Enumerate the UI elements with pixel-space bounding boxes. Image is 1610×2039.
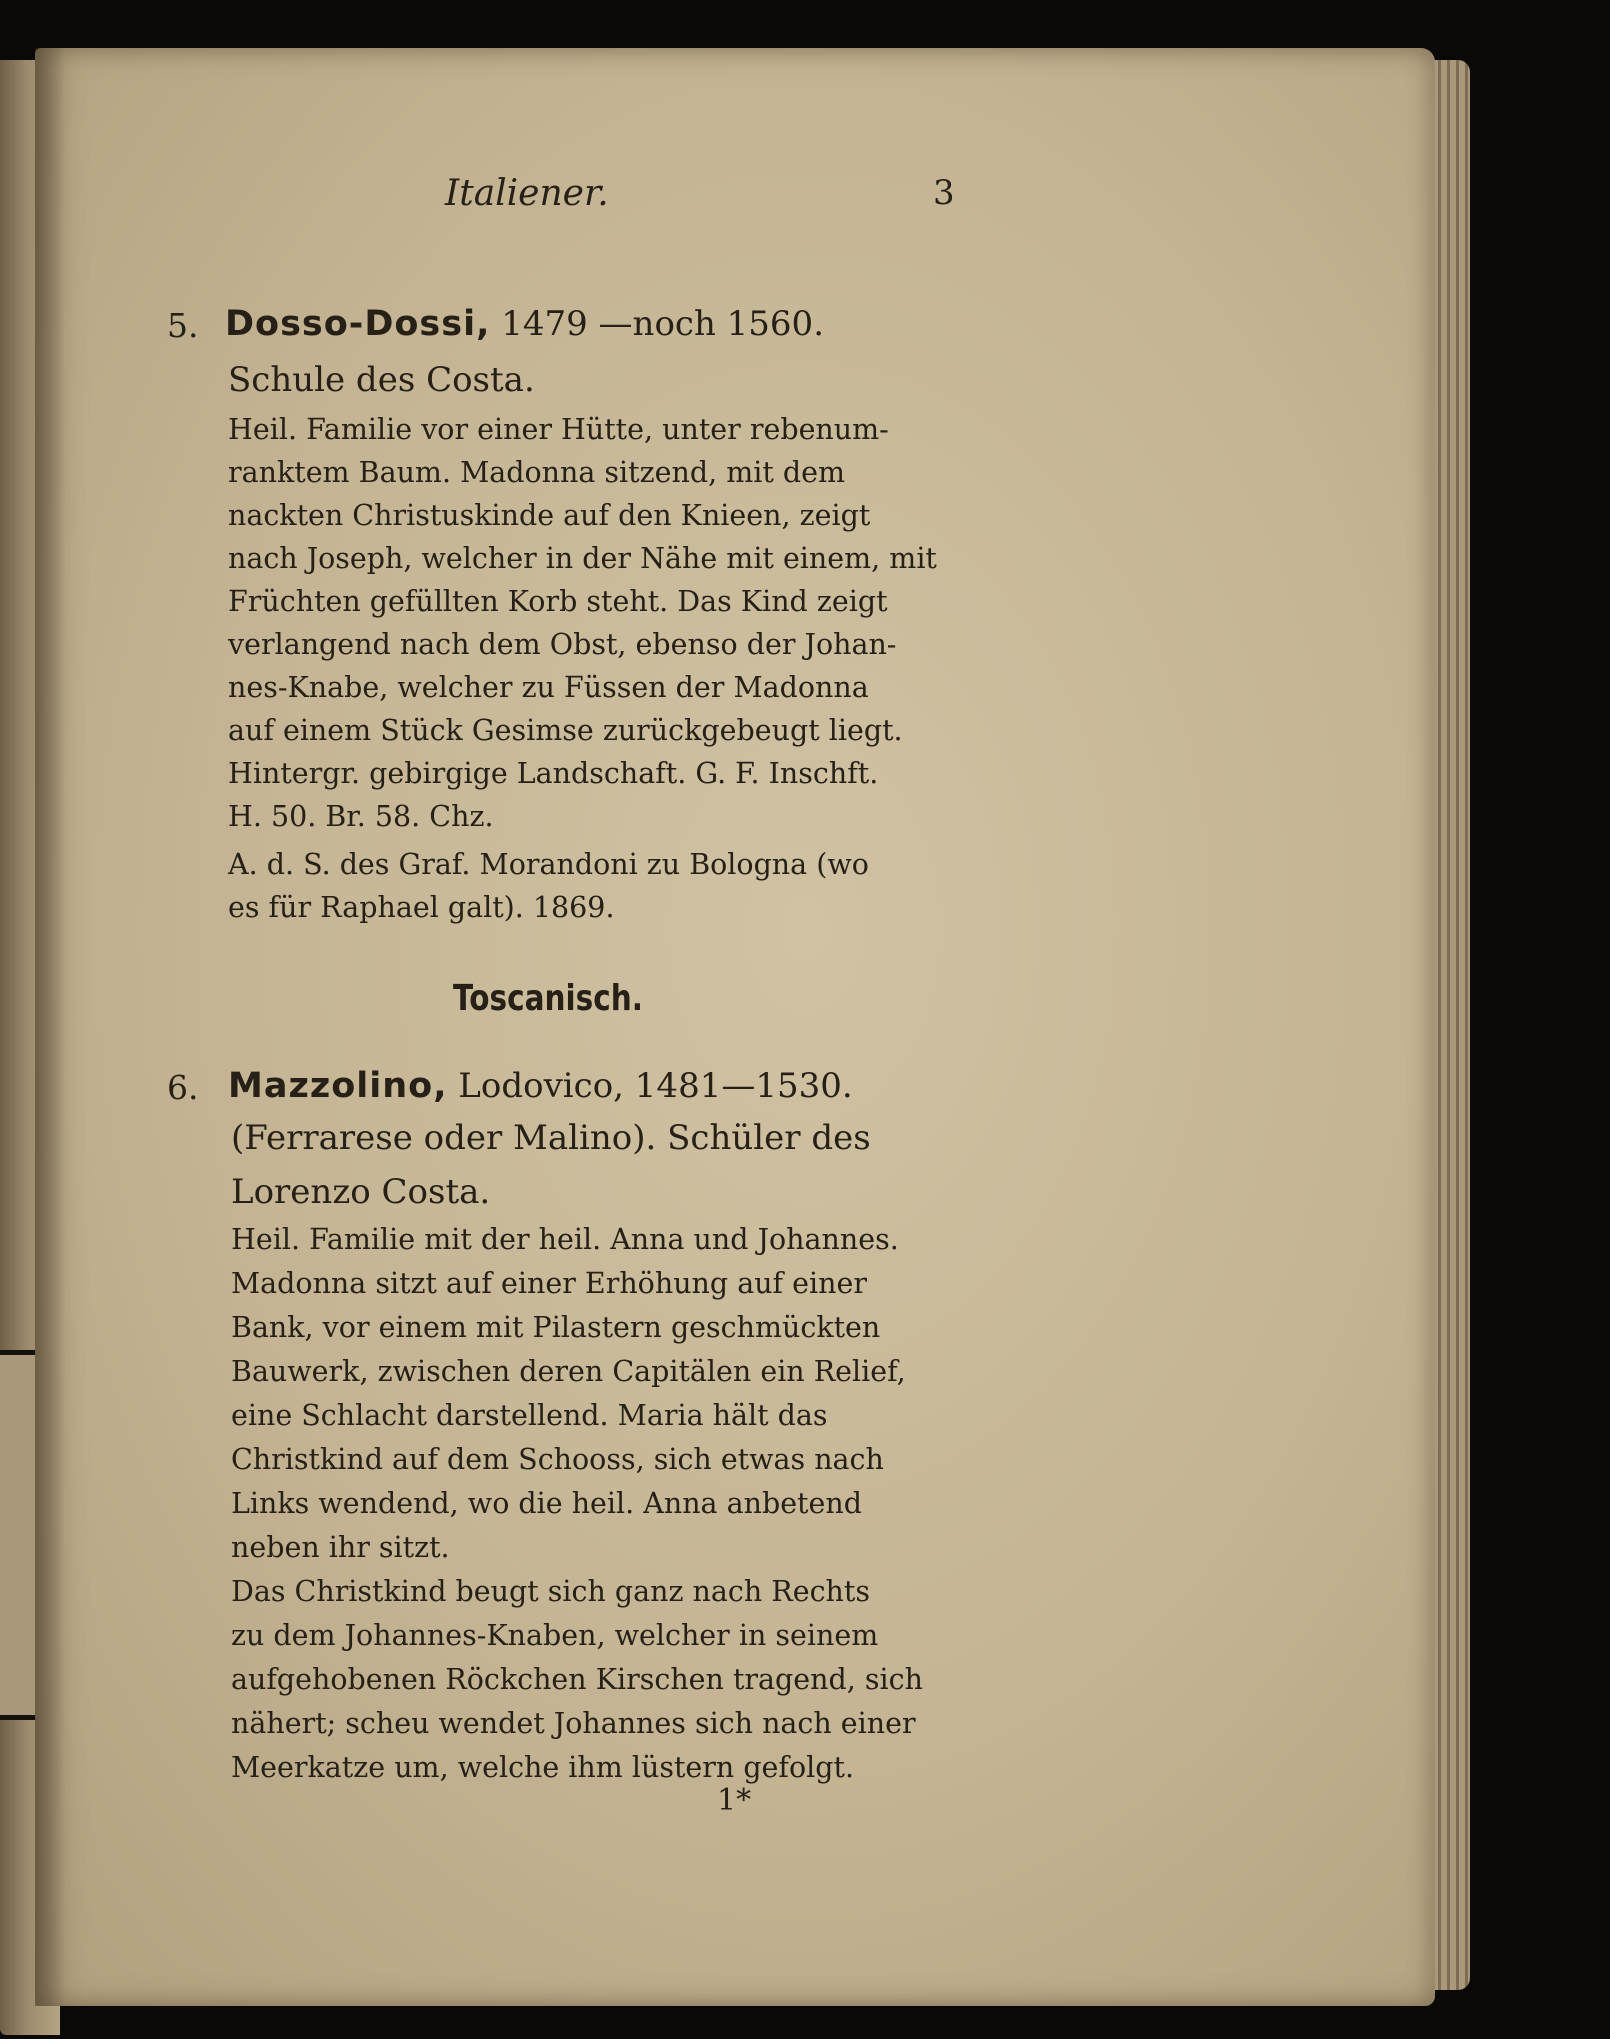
- entry-5-school: Schule des Costa.: [228, 360, 535, 400]
- entry-5-line: A. d. S. des Graf. Morandoni zu Bologna (wo: [228, 848, 869, 881]
- entry-5-dates: 1479 —noch 1560.: [490, 304, 824, 344]
- entry-6-line: Links wendend, wo die heil. Anna anbetend: [231, 1487, 862, 1520]
- entry-5-line: Hintergr. gebirgige Landschaft. G. F. Inschft.: [228, 757, 879, 790]
- entry-5-line: nes-Knabe, welcher zu Füssen der Madonna: [228, 671, 869, 704]
- entry-5-line: Früchten gefüllten Korb steht. Das Kind zeigt: [228, 585, 888, 618]
- entry-6-artist: Mazzolino,: [228, 1066, 448, 1106]
- entry-5-line: es für Raphael galt). 1869.: [228, 891, 615, 924]
- entry-5-line: H. 50. Br. 58. Chz.: [228, 800, 494, 833]
- entry-6-line: neben ihr sitzt.: [231, 1531, 450, 1564]
- entry-6-line: Bank, vor einem mit Pilastern geschmückten: [231, 1311, 881, 1344]
- entry-6-line: aufgehobenen Röckchen Kirschen tragend, sich: [231, 1663, 923, 1696]
- entry-6-heading: [228, 1066, 853, 1106]
- section-heading: Toscanisch.: [453, 978, 643, 1019]
- entry-6-subtitle: (Ferrarese oder Malino). Schüler des: [231, 1118, 871, 1158]
- entry-5-line: verlangend nach dem Obst, ebenso der Johan-: [228, 628, 897, 661]
- spine-shadow: [35, 48, 65, 2006]
- entry-5-heading: [225, 304, 824, 344]
- entry-5-line: Heil. Familie vor einer Hütte, unter rebenum-: [228, 413, 889, 446]
- entry-5-number: 5.: [167, 306, 199, 345]
- entry-6-line: Heil. Familie mit der heil. Anna und Johannes.: [231, 1223, 899, 1256]
- entry-6-line: Bauwerk, zwischen deren Capitälen ein Relief,: [231, 1355, 906, 1388]
- signature-mark: 1*: [717, 1783, 752, 1818]
- entry-6-number: 6.: [167, 1068, 199, 1107]
- entry-6-line: eine Schlacht darstellend. Maria hält das: [231, 1399, 828, 1432]
- running-head: Italiener.: [445, 173, 609, 214]
- entry-5-artist: Dosso-Dossi,: [225, 304, 491, 344]
- page-number: 3: [933, 173, 955, 213]
- entry-5-line: auf einem Stück Gesimse zurückgebeugt liegt.: [228, 714, 903, 747]
- entry-6-subtitle: Lorenzo Costa.: [231, 1172, 491, 1212]
- entry-5-line: ranktem Baum. Madonna sitzend, mit dem: [228, 456, 845, 489]
- entry-6-line: nähert; scheu wendet Johannes sich nach einer: [231, 1707, 916, 1740]
- entry-5-line: nach Joseph, welcher in der Nähe mit einem, mit: [228, 542, 937, 575]
- entry-6-line: Meerkatze um, welche ihm lüstern gefolgt.: [231, 1751, 855, 1784]
- entry-5-line: nackten Christuskinde auf den Knieen, zeigt: [228, 499, 871, 532]
- entry-6-dates: Lodovico, 1481—1530.: [447, 1066, 853, 1106]
- entry-6-line: Christkind auf dem Schooss, sich etwas nach: [231, 1443, 884, 1476]
- book-page: [35, 48, 1435, 2006]
- entry-6-line: Das Christkind beugt sich ganz nach Rechts: [231, 1575, 870, 1608]
- entry-6-line: Madonna sitzt auf einer Erhöhung auf einer: [231, 1267, 867, 1300]
- entry-6-line: zu dem Johannes-Knaben, welcher in seinem: [231, 1619, 879, 1652]
